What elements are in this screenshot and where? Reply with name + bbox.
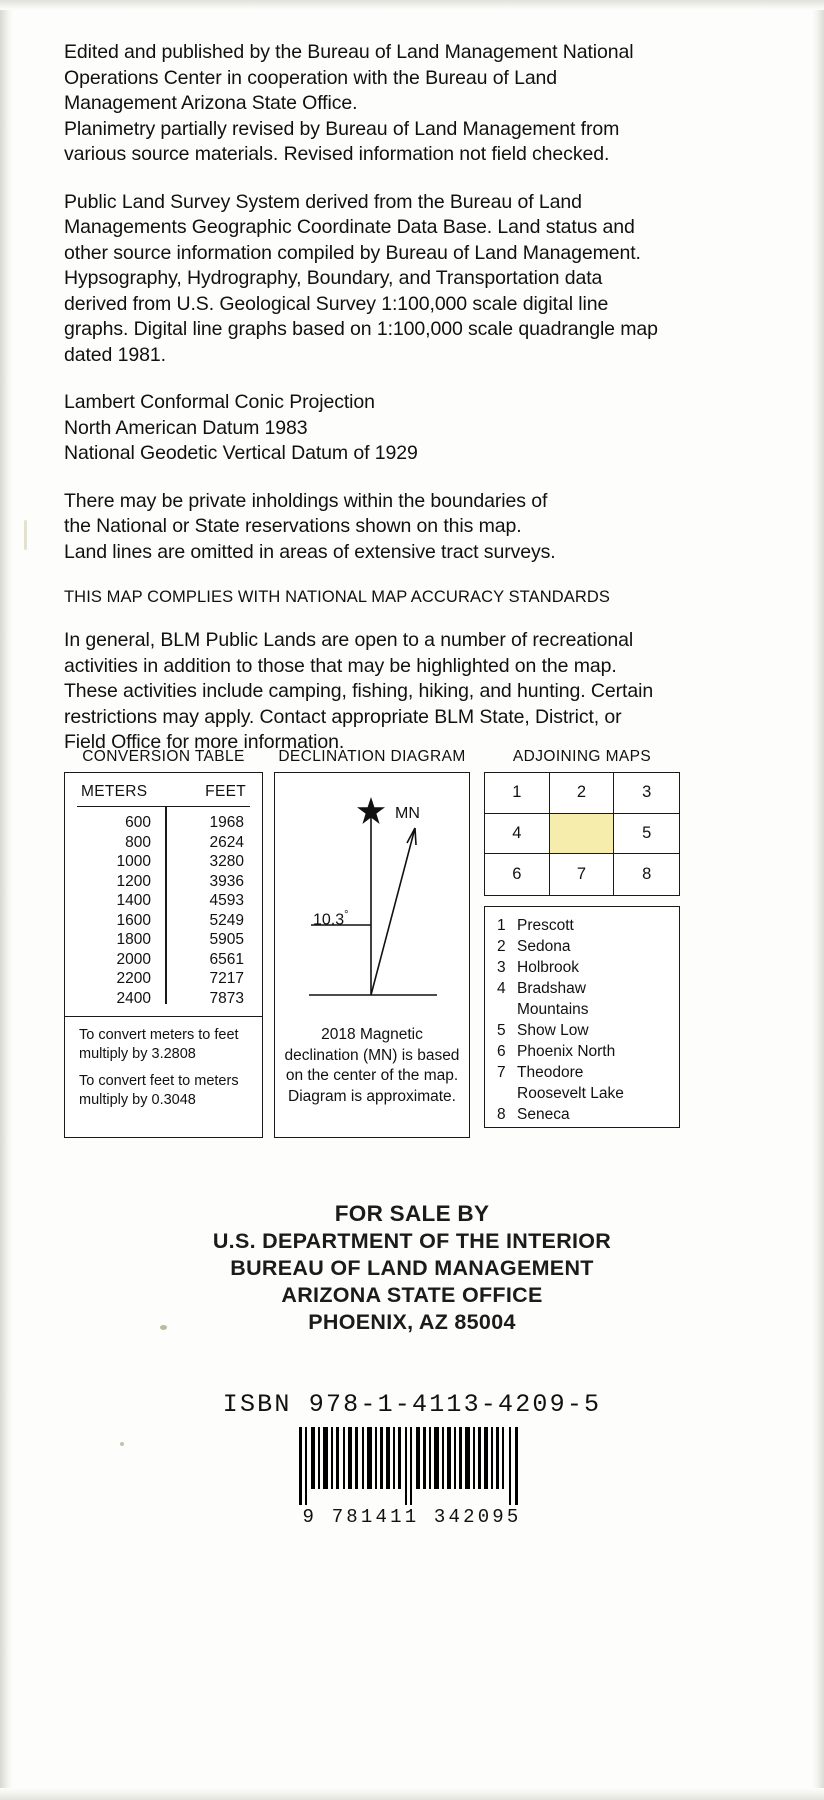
- cell-feet: 7873: [209, 989, 244, 1007]
- scan-edge-bottom: [0, 1788, 824, 1800]
- cell-feet: 2624: [209, 833, 244, 851]
- isbn-block: [0, 1390, 824, 1528]
- datum-line: North American Datum 1983: [64, 416, 308, 439]
- cell-feet: 5249: [209, 911, 244, 929]
- barcode-digits: 9 781411 342095: [302, 1506, 522, 1528]
- adjoining-cell-5[interactable]: 5: [614, 814, 679, 855]
- table-row: [77, 911, 250, 931]
- table-row: [77, 872, 250, 892]
- conversion-table-panel: [64, 748, 263, 1138]
- bureau-label: BUREAU OF LAND MANAGEMENT: [230, 1256, 594, 1280]
- adjoining-cell-1[interactable]: 1: [485, 773, 550, 814]
- cell-meters: 600: [125, 814, 151, 831]
- legend-number: 2: [497, 938, 506, 955]
- cell-meters: 1600: [116, 911, 151, 929]
- legend-name: Show Low: [517, 1022, 589, 1039]
- cell-meters: 2200: [116, 970, 151, 987]
- adjoining-cell-6[interactable]: 6: [485, 854, 550, 895]
- declination-angle-label: 10.3°: [313, 909, 349, 929]
- legend-number: 5: [497, 1022, 506, 1039]
- declination-panel: [274, 748, 470, 1138]
- legend-number: 6: [497, 1043, 506, 1060]
- list-item: [497, 936, 673, 957]
- list-item: [497, 1041, 673, 1062]
- table-row: [77, 930, 250, 950]
- conversion-table-rows: [77, 807, 250, 1008]
- adjoining-cell-current-map: [550, 814, 615, 855]
- office-label: ARIZONA STATE OFFICE: [281, 1283, 543, 1307]
- department-label: U.S. DEPARTMENT OF THE INTERIOR: [212, 1229, 612, 1253]
- adjoining-maps-title: ADJOINING MAPS: [512, 748, 652, 765]
- conversion-table-box: [64, 772, 263, 1138]
- cell-feet: 7217: [209, 970, 244, 987]
- paper-speck: [24, 520, 27, 550]
- cell-feet: 4593: [209, 892, 244, 909]
- cell-feet: 1968: [209, 814, 244, 831]
- table-row: [77, 852, 250, 872]
- planimetry-paragraph: [64, 117, 664, 168]
- legend-number: 7: [497, 1064, 506, 1081]
- list-item: [497, 915, 673, 936]
- list-item: [497, 957, 673, 978]
- adjoining-cell-2[interactable]: 2: [550, 773, 615, 814]
- tract-surveys-line: Land lines are omitted in areas of extensive tract surveys.: [64, 540, 556, 563]
- panels-row: [64, 748, 680, 1138]
- adjoining-cell-3[interactable]: 3: [614, 773, 679, 814]
- legend-name: Theodore: [517, 1064, 584, 1081]
- cell-meters: 1800: [116, 931, 151, 948]
- table-row: [77, 891, 250, 911]
- declination-diagram: [275, 773, 468, 1023]
- declination-caption: 2018 Magnetic declination (MN) is based on the center of the map. Diagram is approximate.: [284, 1026, 460, 1105]
- accuracy-standards-line: THIS MAP COMPLIES WITH NATIONAL MAP ACCURACY STANDARDS: [64, 588, 611, 606]
- survey-source-paragraph: [64, 190, 664, 369]
- mn-label: MN: [395, 805, 420, 822]
- meters-to-feet-note: To convert meters to feet multiply by 3.2808: [79, 1027, 239, 1062]
- credits-text-block: [64, 40, 664, 778]
- degree-symbol: °: [344, 909, 349, 921]
- recreation-paragraph: In general, BLM Public Lands are open to a number of recreational activities in addition to those that may be highlighted on the map. These activities include camping, fishing, hiking, and hunting. Certain restrictions may apply. Contact appropriate BLM State, District, or Field Office for more information.: [64, 629, 654, 753]
- inholdings-line: There may be private inholdings within the boundaries of: [64, 489, 548, 512]
- adjoining-cell-8[interactable]: 8: [642, 865, 652, 884]
- publisher-text: Edited and published by the Bureau of Land Management National Operations Center in cooperation with the Bureau of Land Management Arizona State Office.: [64, 41, 634, 114]
- list-item: [497, 978, 673, 999]
- conversion-header-feet: FEET: [205, 783, 246, 800]
- legend-name: Seneca: [517, 1106, 570, 1123]
- barcode: [297, 1427, 527, 1505]
- declination-title: DECLINATION DIAGRAM: [278, 748, 466, 765]
- scan-edge-left: [0, 0, 13, 1800]
- isbn-label: ISBN 978-1-4113-4209-5: [222, 1390, 602, 1419]
- projection-block: [64, 390, 664, 467]
- legend-name: Bradshaw: [517, 980, 586, 997]
- for-sale-by-label: FOR SALE BY: [334, 1201, 490, 1226]
- planimetry-text: Planimetry partially revised by Bureau of Land Management from various source materials. Revised information not field checked.: [64, 117, 620, 165]
- cell-meters: 1200: [116, 872, 151, 890]
- list-item: [497, 1020, 673, 1041]
- table-row: [77, 989, 250, 1009]
- survey-source-text: Public Land Survey System derived from the Bureau of Land Managements Geographic Coordinate Data Base. Land status and other source information compiled by Bureau of Land Management. Hypsography, Hydrography, Boundary, and Transportation data derived from U.S. Geological Survey 1:100,000 scale digital line graphs. Digital line graphs based on 1:100,000 scale quadrangle map dated 1981.: [64, 190, 658, 366]
- legend-name: Prescott: [517, 917, 574, 934]
- cell-feet: 5905: [209, 931, 244, 948]
- cell-meters: 2400: [116, 989, 151, 1007]
- legend-name: Phoenix North: [517, 1043, 616, 1060]
- conversion-header-meters: METERS: [81, 783, 148, 800]
- publisher-paragraph: [64, 40, 664, 117]
- scan-edge-right: [812, 0, 824, 1800]
- cell-meters: 2000: [116, 950, 151, 968]
- adjoining-cell-4[interactable]: 4: [485, 814, 550, 855]
- legend-number: 3: [497, 959, 506, 976]
- conversion-table-title: CONVERSION TABLE: [82, 748, 245, 765]
- vertical-datum-line: National Geodetic Vertical Datum of 1929: [64, 442, 418, 464]
- cell-meters: 1400: [116, 892, 151, 909]
- cell-feet: 6561: [209, 950, 244, 968]
- adjoining-cell-7[interactable]: 7: [550, 854, 615, 895]
- for-sale-block: [0, 1200, 824, 1336]
- table-row: [77, 833, 250, 853]
- legend-number: 8: [497, 1106, 506, 1123]
- conversion-table-header: [77, 781, 250, 807]
- legend-number: 1: [497, 917, 506, 934]
- projection-line: Lambert Conformal Conic Projection: [64, 391, 375, 413]
- adjoining-maps-legend: [484, 906, 680, 1128]
- legend-number: 4: [497, 980, 506, 997]
- table-row: [77, 813, 250, 833]
- cell-meters: 800: [125, 833, 151, 851]
- adjoining-maps-grid: [484, 772, 680, 896]
- inholdings-line: the National or State reservations shown on this map.: [64, 515, 522, 537]
- legend-name: Holbrook: [517, 959, 580, 976]
- scan-edge-top: [0, 0, 824, 10]
- cell-feet: 3280: [209, 853, 244, 870]
- table-row: [77, 969, 250, 989]
- legend-name: Sedona: [517, 938, 571, 955]
- list-item: [497, 1104, 673, 1125]
- city-zip-label: PHOENIX, AZ 85004: [308, 1310, 516, 1334]
- cell-meters: 1000: [116, 853, 151, 870]
- cell-feet: 3936: [209, 872, 244, 890]
- table-row: [77, 950, 250, 970]
- inholdings-block: [64, 489, 664, 566]
- list-item: [497, 1062, 673, 1083]
- adjoining-maps-panel: [484, 748, 680, 1128]
- legend-name-continuation: Roosevelt Lake: [517, 1085, 624, 1102]
- legend-name-continuation: Mountains: [517, 1001, 589, 1018]
- feet-to-meters-note: To convert feet to meters multiply by 0.3048: [79, 1073, 239, 1108]
- declination-box: [274, 772, 470, 1138]
